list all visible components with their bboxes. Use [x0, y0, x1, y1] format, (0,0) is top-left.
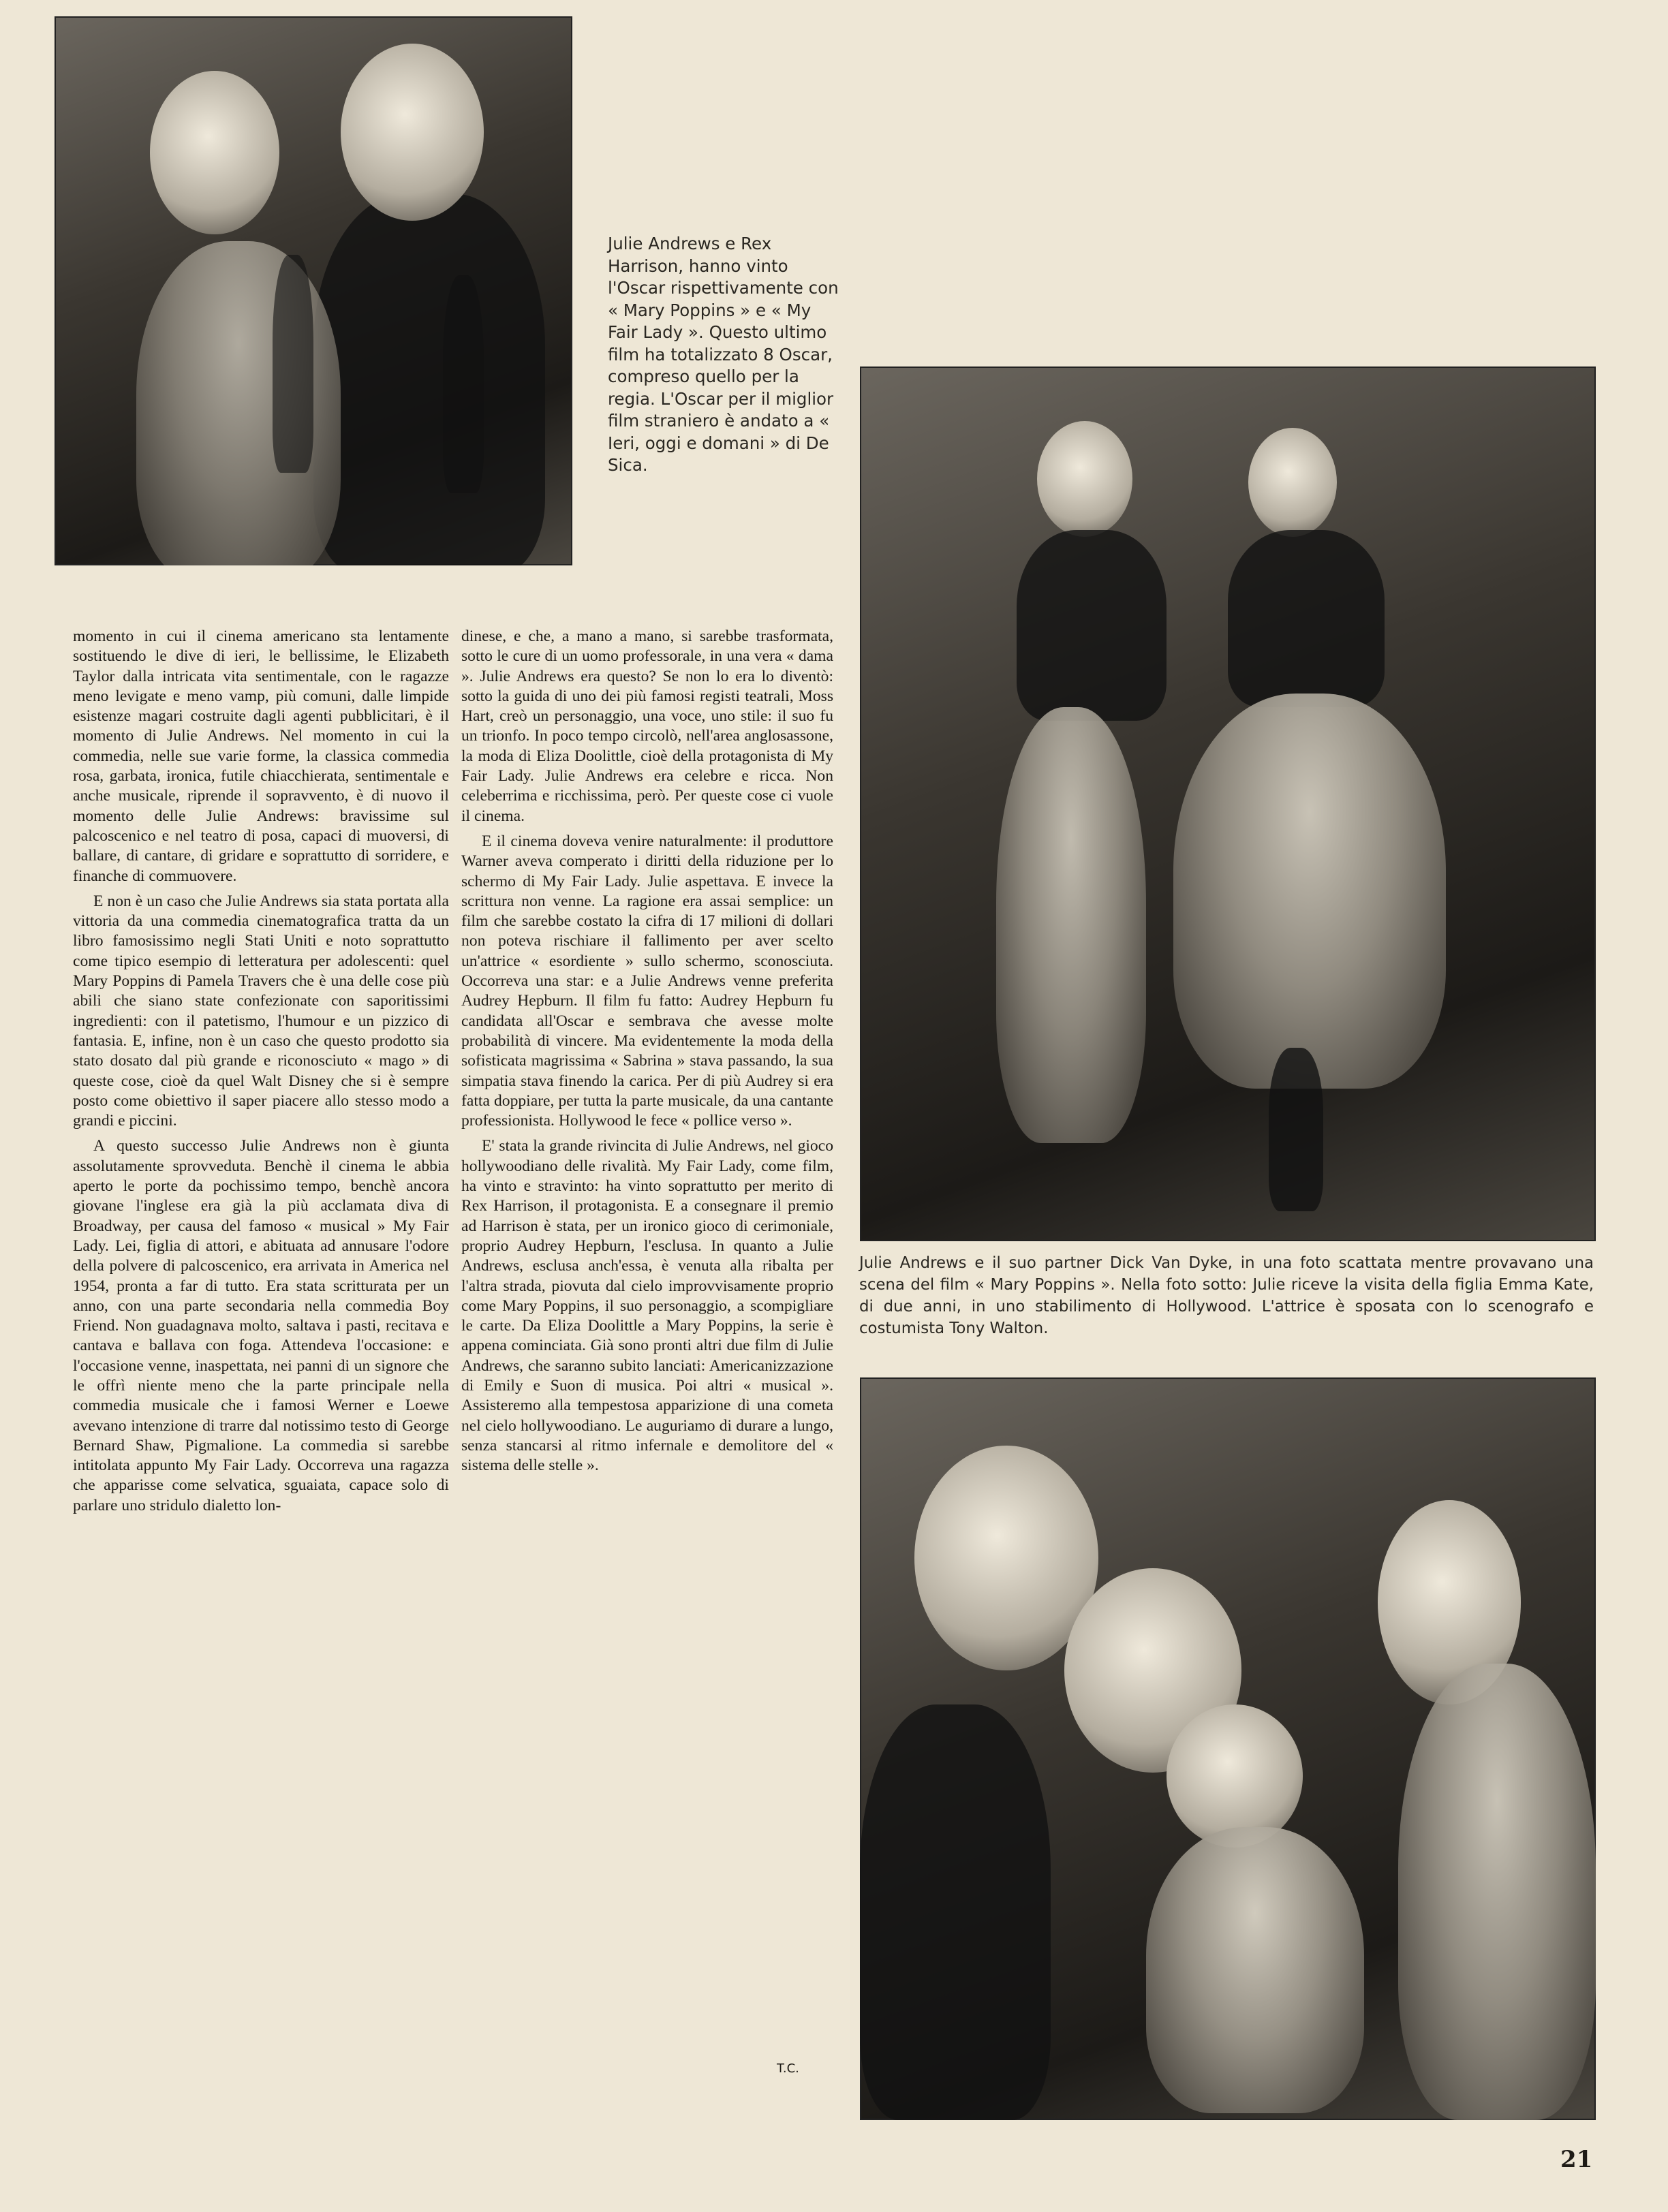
article-column-2 [461, 627, 833, 1481]
caption-oscar: Julie Andrews e Rex Harrison, hanno vinto l'Oscar rispettivamente con « Mary Poppins » e « My Fair Lady ». Questo ultimo film ha totalizzato 8 Oscar, compreso quello per la regia. L'Oscar per il miglior film straniero è andato a « Ieri, oggi e domani » di De Sica. [608, 234, 839, 475]
author-signature: T.C. [777, 2061, 799, 2076]
photo-oscar-winners [55, 16, 572, 565]
article-column-1 [73, 627, 449, 1521]
caption-dance: Julie Andrews e il suo partner Dick Van Dyke, in una foto scattata mentre provavano una scena del film « Mary Poppins ». Nella foto sotto: Julie riceve la visita della figlia Emma Kate, di due anni, in uno stabilimento di Hollywood. L'attrice è sposata con lo scenografo e costumista Tony Walton. [859, 1254, 1594, 1337]
article-paragraph: E non è un caso che Julie Andrews sia stata portata alla vittoria da una commedia cinematografica tratta da un libro famosissimo negli Stati Uniti e noto soprattutto come tipico esempio di letteratura per adolescenti: quel Mary Poppins di Pamela Travers che è una delle cose più abili che siano state confezionate con saporitissimi ingredienti: con il patetismo, l'humour e un pizzico di fantasia. E, infine, non è un caso che questo prodotto sia stato dosato dal più grande e riconosciuto « mago » di queste cose, cioè da quel Walt Disney che si è sempre posto come obiettivo il saper piacere allo stesso modo a grandi e piccini. [73, 892, 449, 1130]
article-paragraph: momento in cui il cinema americano sta lentamente sostituendo le dive di ieri, le bellissime, le Elizabeth Taylor dalla intricata vita sentimentale, con le ragazze meno levigate e meno vamp, più comuni, dalle limpide esistenze magari costruite dagli agenti pubblicitari, è il momento di Julie Andrews. Nel momento in cui la commedia, nelle sue varie forme, la classica commedia rosa, garbata, ironica, futile chiacchierata, sentimentale e anche musicale, riprende il sopravvento, è di nuovo il momento delle Julie Andrews: bravissime sul palcoscenico e nel teatro di posa, capaci di muoversi, di ballare, di cantare, di gridare e soprattutto di sorridere, e finanche di commuovere. [73, 627, 449, 885]
photo-baby-visit [860, 1377, 1596, 2120]
article-paragraph: E il cinema doveva venire naturalmente: il produttore Warner aveva comperato i diritti della riduzione per lo schermo di My Fair Lady. Julie aspettava. E invece la scrittura non venne. La ragione era assai semplice: un film che sarebbe costato la cifra di 17 milioni di dollari non poteva rischiare il fallimento per aver scelto un'attrice « esordiente » sullo schermo, sconosciuta. Occorreva una star: e a Julie Andrews venne preferita Audrey Hepburn. Il film fu fatto: Audrey Hepburn fu candidata all'Oscar e sembrava che avesse molte probabilità di vincere. Ma evidentemente la moda della sofisticata magrissima « Sabrina » stava passando, la sua simpatia stava finendo la carica. Per di più Audrey si era fatta doppiare, per tutta la parte musicale, da una cantante professionista. Hollywood le fece « pollice verso ». [461, 832, 833, 1130]
photo-dance-rehearsal [860, 367, 1596, 1241]
page-number: 21 [1560, 2146, 1593, 2173]
article-paragraph: E' stata la grande rivincita di Julie Andrews, nel gioco hollywoodiano delle rivalità. My Fair Lady, come film, ha vinto e stravinto: ha vinto soprattutto per merito di Rex Harrison, il protagonista. E a consegnare il premio ad Harrison è stata, per un ironico gioco di cerimoniale, proprio Audrey Hepburn, l'esclusa. In quanto a Julie Andrews, esclusa anch'essa, è venuta alla ribalta per l'altra strada, piovuta dal cielo improvvisamente proprio come Mary Poppins, il suo personaggio, a scompigliare le carte. Da Eliza Doolittle a Mary Poppins, la serie è appena cominciata. Già sono pronti altri due film di Julie Andrews, che saranno subito lanciati: Americanizzazione di Emily e Suon di musica. Poi altri « musical ». Assisteremo alla tempestosa apparizione di una cometa nel cielo hollywoodiano. Le auguriamo di durare a lungo, senza stancarsi al ritmo infernale e demolitore del « sistema delle stelle ». [461, 1137, 833, 1475]
article-paragraph: A questo successo Julie Andrews non è giunta assolutamente sprovveduta. Benchè il cinema le abbia aperto le porte da pochissimo tempo, benchè ancora giovane l'inglese era già la più acclamata diva di Broadway, per causa del famoso « musical » My Fair Lady. Lei, figlia di attori, e abituata ad annusare l'odore della polvere di palcoscenico, era arrivata in America nel 1954, pronta a far di tutto. Era stata scritturata per un anno, con una parte secondaria nella commedia Boy Friend. Non guadagnava molto, saltava i pasti, recitava e cantava e ballava con foga. Attendeva l'occasione: e l'occasione venne, inaspettata, nei panni di un signore che le offrì niente meno che la parte principale nella commedia musicale che i famosi Werner e Loewe avevano intenzione di trarre dal notissimo testo di George Bernard Shaw, Pigmalione. La commedia si sarebbe intitolata appunto My Fair Lady. Occorreva una ragazza che apparisse come selvatica, sguaiata, capace solo di parlare uno stridulo dialetto lon- [73, 1137, 449, 1514]
article-paragraph: dinese, e che, a mano a mano, si sarebbe trasformata, sotto le cure di un uomo professorale, in una vera « dama ». Julie Andrews era questo? Se non lo era lo diventò: sotto la guida di uno dei più famosi registi teatrali, Moss Hart, creò un personaggio, una voce, uno stile: il suo fu un trionfo. In poco tempo circolò, nell'area anglosassone, la moda di Eliza Doolittle, cioè della protagonista di My Fair Lady. Julie Andrews era celebre e ricca. Non celeberrima e ricchissima, però. Per queste cose ci vuole il cinema. [461, 627, 833, 825]
